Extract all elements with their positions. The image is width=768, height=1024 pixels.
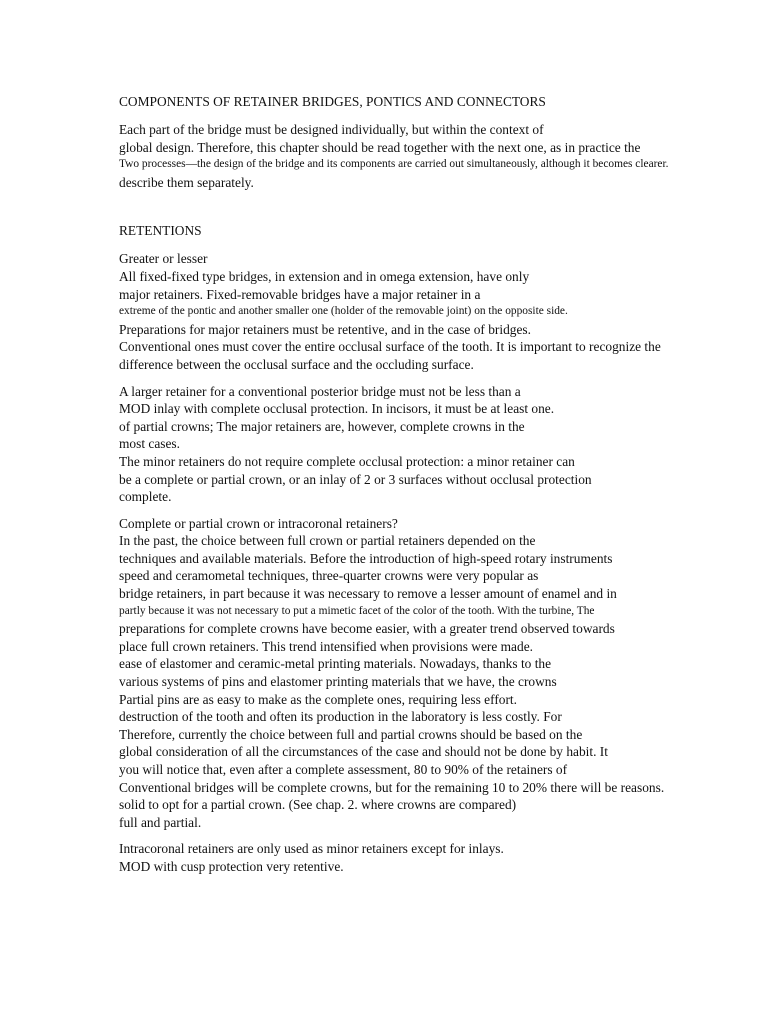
- paragraph-line: place full crown retainers. This trend intensified when provisions were made.: [119, 638, 533, 654]
- paragraph-line: techniques and available materials. Before the introduction of high-speed rotary instruments: [119, 550, 613, 566]
- paragraph-line: MOD inlay with complete occlusal protection. In incisors, it must be at least one.: [119, 401, 555, 417]
- paragraph-line: Therefore, currently the choice between full and partial crowns should be based on the: [119, 726, 583, 742]
- paragraph-line: Conventional bridges will be complete crowns, but for the remaining 10 to 20% there will be reasons.: [119, 779, 665, 795]
- paragraph-line: solid to opt for a partial crown. (See chap. 2. where crowns are compared): [119, 797, 517, 813]
- paragraph-line: In the past, the choice between full crown or partial retainers depended on the: [119, 533, 536, 549]
- paragraph-line: Intracoronal retainers are only used as minor retainers except for inlays.: [119, 841, 504, 857]
- paragraph-line: Conventional ones must cover the entire occlusal surface of the tooth. It is important to recognize the: [119, 339, 661, 355]
- paragraph-line: various systems of pins and elastomer printing materials that we have, the crowns: [119, 674, 557, 690]
- paragraph-line: difference between the occlusal surface and the occluding surface.: [119, 356, 474, 372]
- paragraph-line: most cases.: [119, 436, 180, 452]
- paragraph-line: full and partial.: [119, 814, 202, 830]
- paragraph-line: Preparations for major retainers must be retentive, and in the case of bridges.: [119, 321, 531, 337]
- paragraph: [119, 383, 719, 506]
- intro-paragraph: [119, 121, 719, 191]
- paragraph-line: major retainers. Fixed-removable bridges have a major retainer in a: [119, 286, 481, 302]
- paragraph-line: partly because it was not necessary to put a mimetic facet of the color of the tooth. With the turbine, The: [119, 604, 595, 617]
- paragraph: [119, 840, 719, 875]
- paragraph-line: global consideration of all the circumstances of the case and should not be done by habit. It: [119, 744, 608, 760]
- paragraph-line: Complete or partial crown or intracoronal retainers?: [119, 515, 398, 531]
- intro-line: Each part of the bridge must be designed individually, but within the context of: [119, 122, 544, 137]
- section-spacer: [119, 200, 719, 222]
- paragraph-line: The minor retainers do not require complete occlusal protection: a minor retainer can: [119, 453, 575, 469]
- paragraph-line: extreme of the pontic and another smaller one (holder of the removable joint) on the opposite side.: [119, 305, 568, 318]
- section-title: RETENTIONS: [119, 223, 202, 239]
- paragraph-line: speed and ceramometal techniques, three-quarter crowns were very popular as: [119, 568, 539, 584]
- paragraph-line: A larger retainer for a conventional posterior bridge must not be less than a: [119, 383, 521, 399]
- paragraph-line: Greater or lesser: [119, 251, 208, 267]
- document-body: [119, 93, 719, 885]
- intro-line: global design. Therefore, this chapter should be read together with the next one, as in practice the: [119, 139, 641, 155]
- paragraph-line: be a complete or partial crown, or an inlay of 2 or 3 surfaces without occlusal protection: [119, 471, 592, 487]
- paragraph-line: of partial crowns; The major retainers are, however, complete crowns in the: [119, 418, 525, 434]
- paragraph-line: All fixed-fixed type bridges, in extension and in omega extension, have only: [119, 268, 530, 284]
- paragraph-line: bridge retainers, in part because it was necessary to remove a lesser amount of enamel and in: [119, 586, 617, 602]
- intro-line: Two processes—the design of the bridge and its components are carried out simultaneously, although it becomes clearer.: [119, 158, 669, 171]
- chapter-title: COMPONENTS OF RETAINER BRIDGES, PONTICS AND CONNECTORS: [119, 94, 546, 109]
- paragraph-line: you will notice that, even after a complete assessment, 80 to 90% of the retainers of: [119, 762, 568, 777]
- paragraph-line: preparations for complete crowns have become easier, with a greater trend observed towards: [119, 621, 615, 637]
- paragraph-line: complete.: [119, 489, 172, 505]
- paragraph-line: ease of elastomer and ceramic-metal printing materials. Nowadays, thanks to the: [119, 656, 552, 672]
- paragraph: [119, 250, 719, 373]
- paragraph-line: Partial pins are as easy to make as the complete ones, requiring less effort.: [119, 691, 517, 707]
- intro-line: describe them separately.: [119, 174, 254, 190]
- paragraph-line: destruction of the tooth and often its production in the laboratory is less costly. For: [119, 709, 562, 725]
- paragraph-line: MOD with cusp protection very retentive.: [119, 858, 344, 874]
- paragraph: [119, 515, 719, 832]
